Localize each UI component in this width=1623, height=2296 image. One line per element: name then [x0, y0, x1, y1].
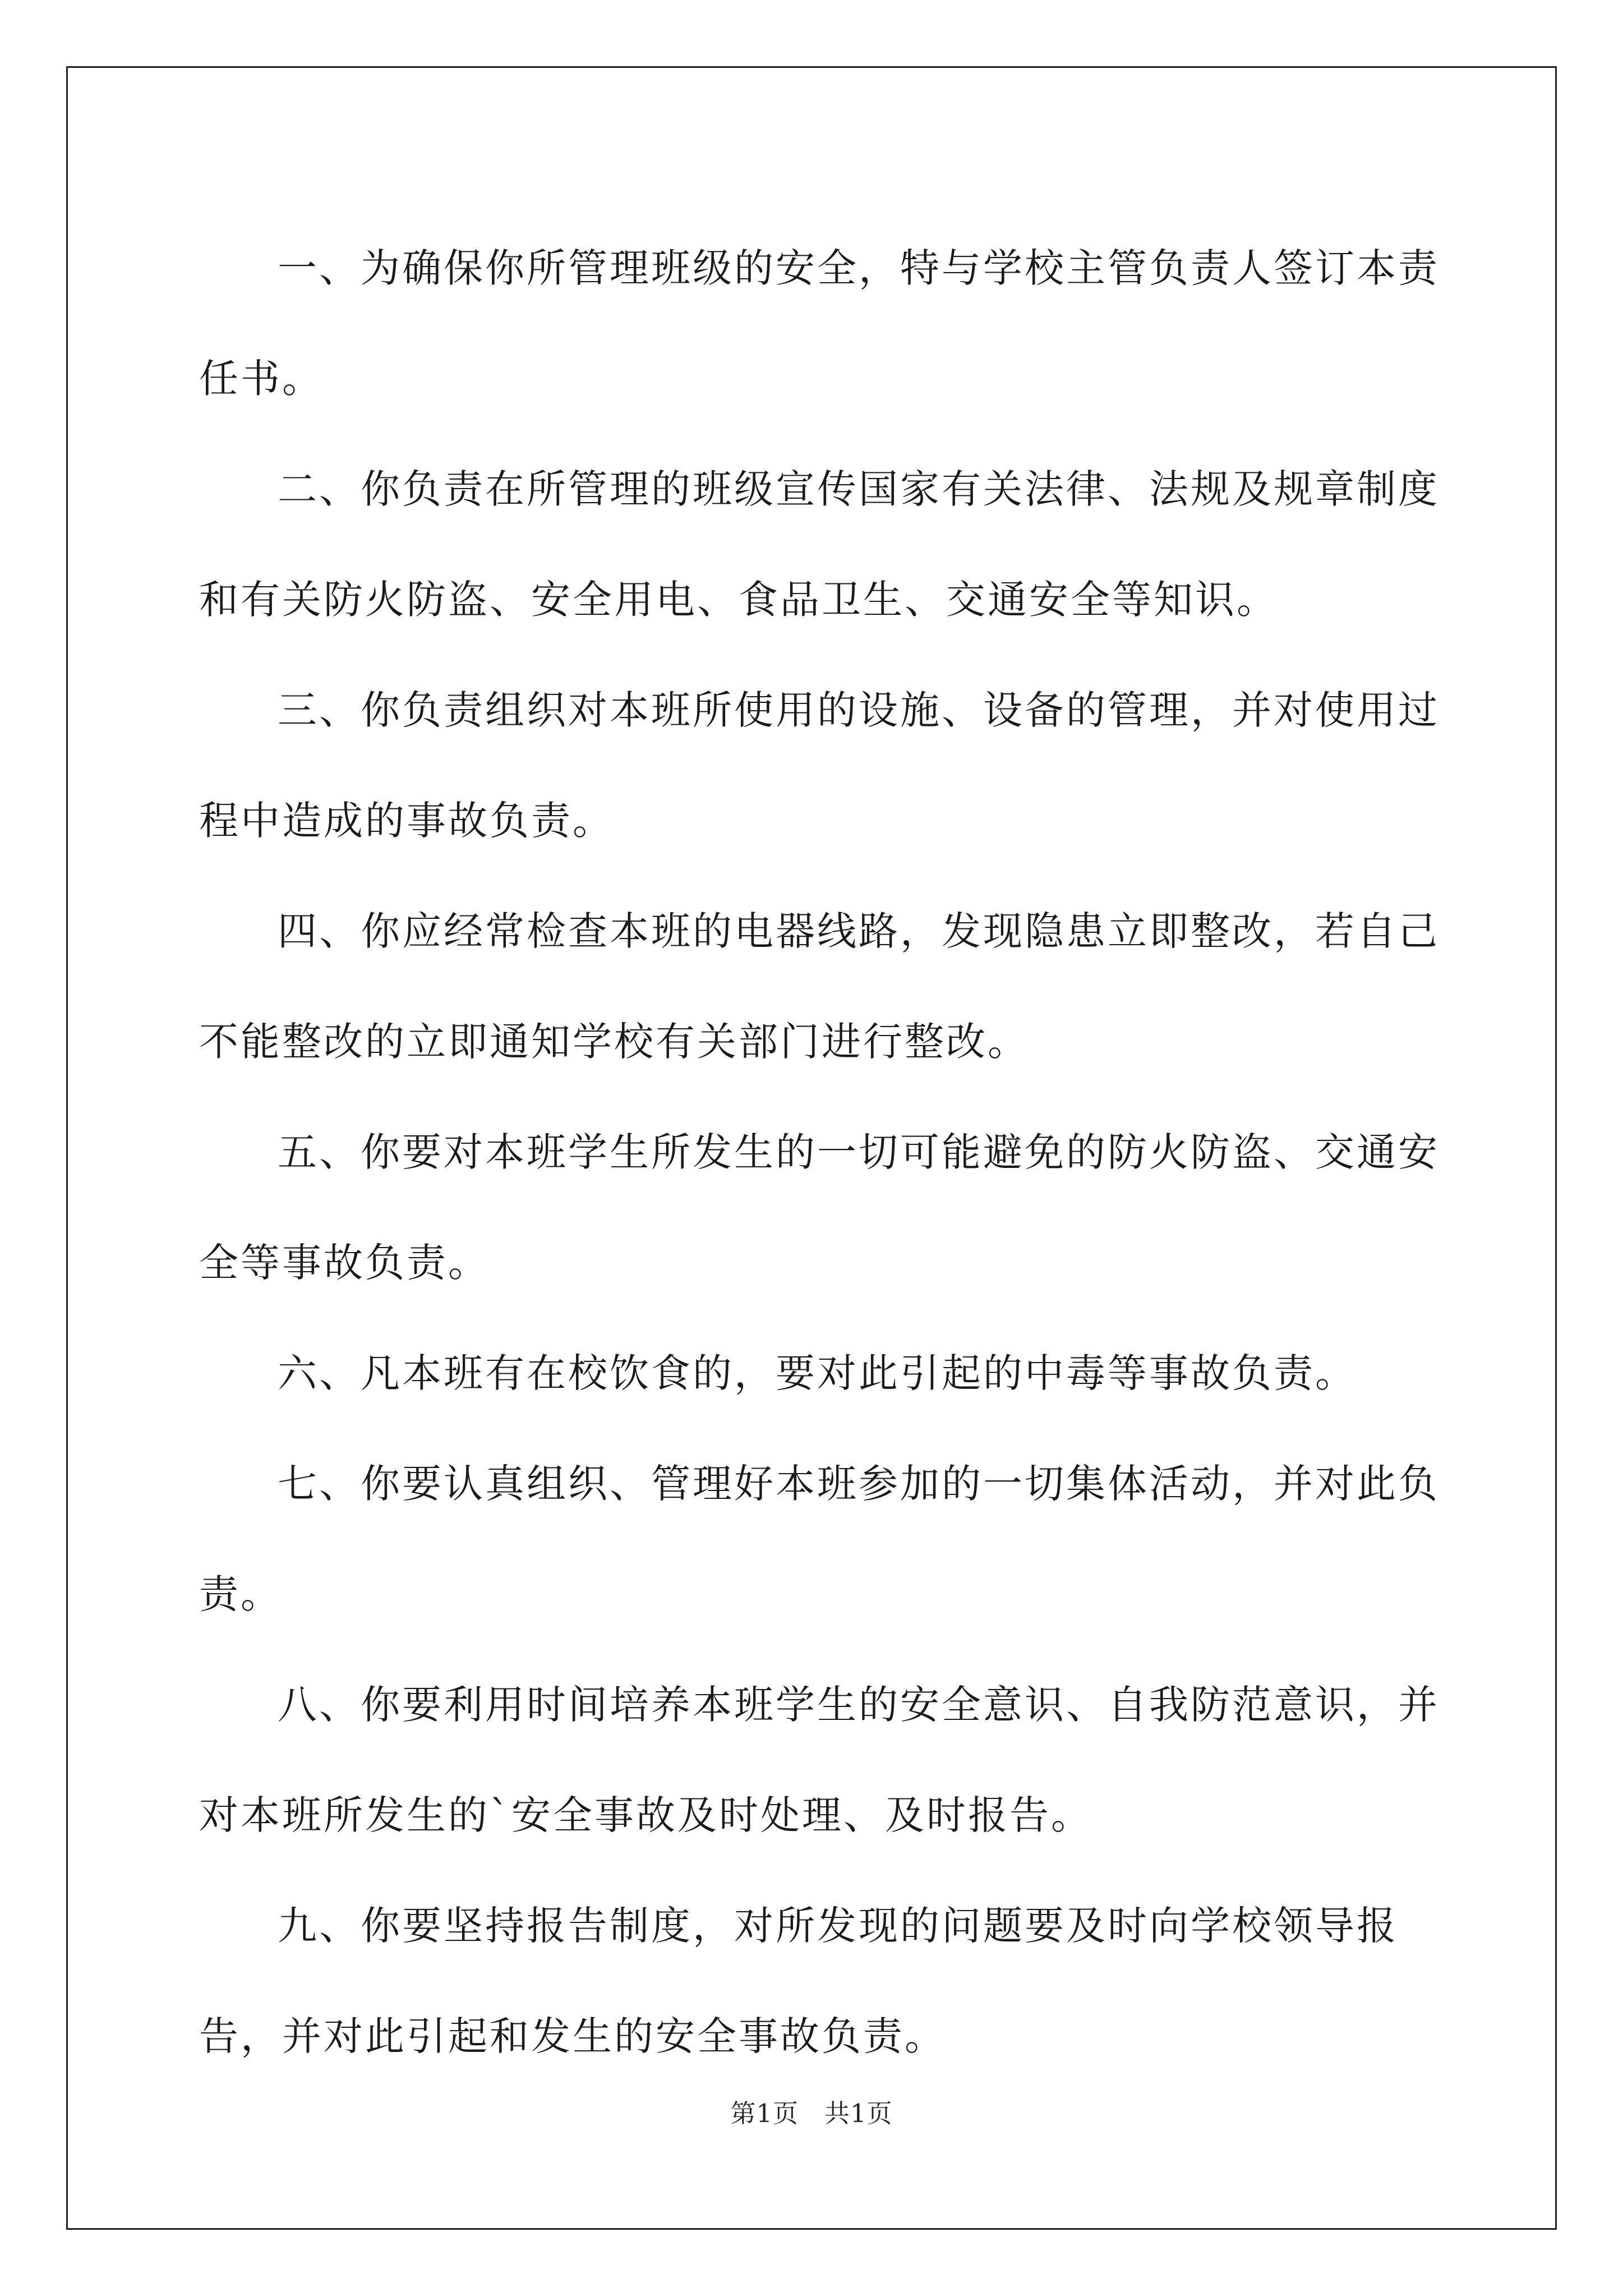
paragraph-1: 一、为确保你所管理班级的安全，特与学校主管负责人签订本责任书。	[199, 245, 1440, 402]
document-body	[199, 213, 1467, 2092]
paragraph-7: 七、你要认真组织、管理好本班参加的一切集体活动，并对此负责。	[199, 1461, 1440, 1617]
paragraph-3: 三、你负责组织对本班所使用的设施、设备的管理，并对使用过程中造成的事故负责。	[199, 687, 1440, 844]
paragraph-6: 六、凡本班有在校饮食的，要对此引起的中毒等事故负责。	[278, 1350, 1357, 1396]
paragraph-9: 九、你要坚持报告制度，对所发现的问题要及时向学校领导报告，并对此引起和发生的安全事故负责。	[199, 1903, 1398, 2059]
paragraph-5: 五、你要对本班学生所发生的一切可能避免的防火防盗、交通安全等事故负责。	[199, 1129, 1440, 1286]
paragraph-2: 二、你负责在所管理的班级宣传国家有关法律、法规及规章制度和有关防火防盗、安全用电、食品卫生、交通安全等知识。	[199, 466, 1440, 623]
page-footer: 第1页 共1页	[730, 2099, 893, 2128]
paragraph-8: 八、你要利用时间培养本班学生的安全意识、自我防范意识，并对本班所发生的`安全事故及时处理、及时报告。	[199, 1682, 1440, 1838]
paragraph-4: 四、你应经常检查本班的电器线路，发现隐患立即整改，若自己不能整改的立即通知学校有关部门进行整改。	[199, 908, 1440, 1065]
